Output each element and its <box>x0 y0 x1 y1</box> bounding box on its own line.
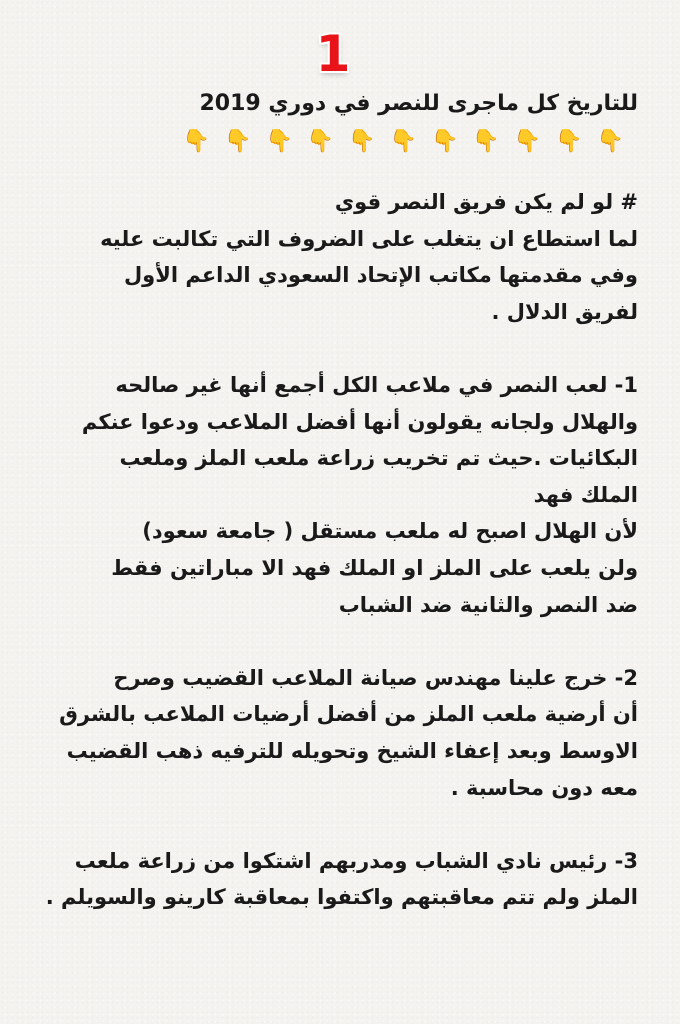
text-line: 3- رئيس نادي الشباب ومدربهم اشتكوا من زراعة ملعب <box>74 848 638 873</box>
text-line: ضد النصر والثانية ضد الشباب <box>338 592 638 617</box>
text-line: ولن يلعب على الملز او الملك فهد الا مباراتين فقط <box>111 555 638 580</box>
paragraph <box>28 184 638 330</box>
paragraph <box>28 367 638 623</box>
text-line: # لو لم يكن فريق النصر قوي <box>334 190 638 214</box>
text-line: 1- لعب النصر في ملاعب الكل أجمع أنها غير صالحه <box>115 372 638 397</box>
text-line: الملز ولم تتم معاقبتهم واكتفوا بمعاقبة كارينو والسويلم . <box>45 885 638 910</box>
text-line: والهلال ولجانه يقولون أنها أفضل الملاعب ودعوا عنكم <box>81 409 638 434</box>
pointing-down-icons: 👇👇👇👇👇👇👇👇👇👇👇 <box>182 129 638 154</box>
number-badge: 1 <box>315 25 351 83</box>
paragraph <box>28 660 638 806</box>
text-line: أن أرضية ملعب الملز من أفضل أرضيات الملاعب بالشرق <box>59 702 638 727</box>
text-line: البكائيات .حيث تم تخريب زراعة ملعب الملز وملعب <box>119 446 638 471</box>
text-line: معه دون محاسبة . <box>450 775 638 800</box>
body-text <box>28 184 638 916</box>
text-line: الاوسط وبعد إعفاء الشيخ وتحويله للترفيه ذهب القضيب <box>66 738 638 763</box>
text-line: لأن الهلال اصبح له ملعب مستقل ( جامعة سعود) <box>142 519 638 544</box>
text-line: لما استطاع ان يتغلب على الضروف التي تكالبت عليه <box>100 226 638 251</box>
paragraph <box>28 843 638 916</box>
text-line: الملك فهد <box>533 482 638 507</box>
headline: للتاريخ كل ماجرى للنصر في دوري 2019 <box>199 91 638 116</box>
text-line: 2- خرج علينا مهندس صيانة الملاعب القضيب وصرح <box>113 665 638 690</box>
text-line: وفي مقدمتها مكاتب الإتحاد السعودي الداعم الأول <box>123 263 638 288</box>
text-line: لفريق الدلال . <box>491 299 638 324</box>
